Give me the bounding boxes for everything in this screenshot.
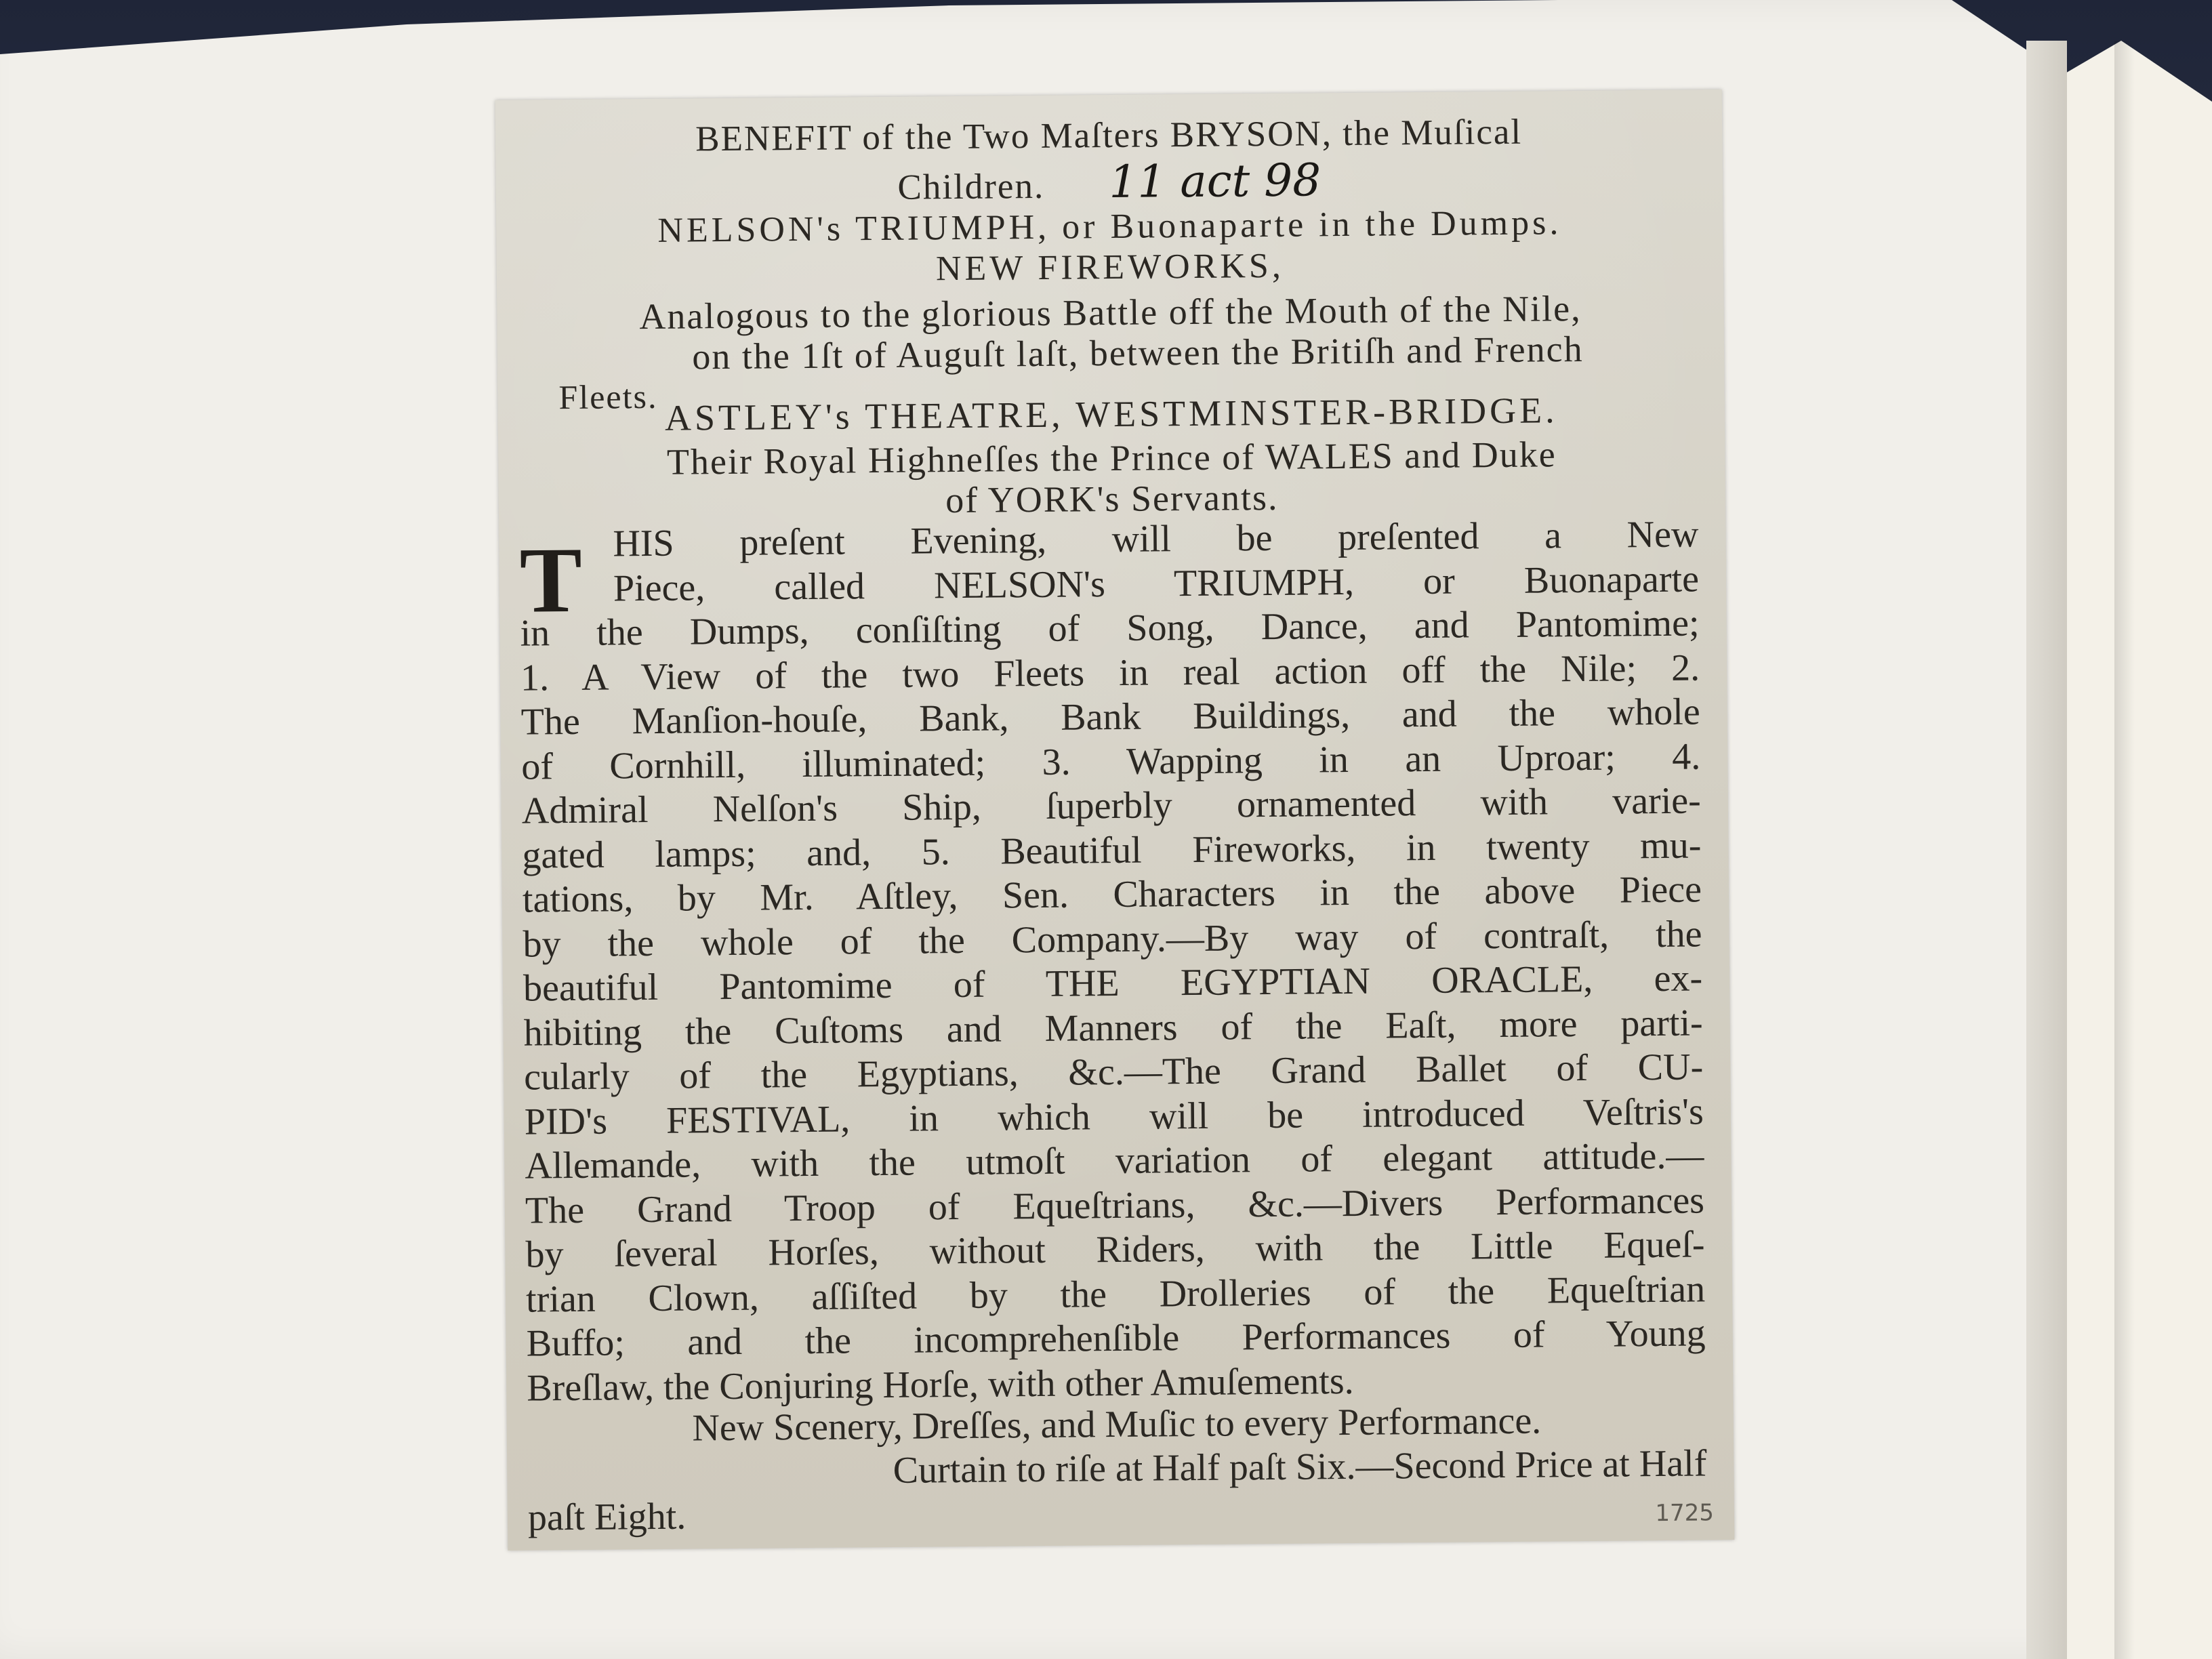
body-line: Buffo; and the incomprehenſible Performances of Young: [526, 1312, 1706, 1365]
page-edge: [2026, 41, 2067, 1659]
scenery-notice: New Scenery, Dreſſes, and Muſic to every Performance.: [692, 1399, 1542, 1450]
royal-patronage-line-1: Their Royal Highneſſes the Prince of WALES and Duke: [666, 434, 1557, 483]
body-line: gated lamps; and, 5. Beautiful Fireworks, in twenty mu-: [522, 823, 1702, 877]
archive-number: 1725: [1655, 1499, 1715, 1528]
children-heading: Children.: [897, 166, 1045, 207]
body-line: hibiting the Cuſtoms and Manners of the Eaſt, more parti-: [523, 1001, 1703, 1054]
page-fold-shadow: [2114, 41, 2135, 1659]
analogous-line-2: on the 1ſt of Auguſt laſt, between the Britiſh and French: [692, 328, 1584, 377]
newspaper-clipping: [495, 89, 1735, 1551]
body-line: trian Clown, aſſiſted by the Drolleries of the Equeſtrian: [525, 1267, 1706, 1321]
body-line: of Cornhill, illuminated; 3. Wapping in an Uproar; 4.: [521, 735, 1701, 788]
body-line: The Manſion-houſe, Bank, Bank Buildings, and the whole: [520, 691, 1700, 743]
body-line: by the whole of the Company.—By way of contraſt, the: [523, 912, 1702, 966]
nelson-triumph-heading: NELSON's TRIUMPH, or Buonaparte in the Dumps.: [657, 203, 1562, 250]
body-line: The Grand Troop of Equeſtrians, &c.—Divers Performances: [525, 1179, 1705, 1232]
drop-cap-letter: T: [519, 527, 583, 632]
benefit-heading: BENEFIT of the Two Maſters BRYSON, the Muſical: [695, 112, 1523, 159]
body-line: by ſeveral Horſes, without Riders, with the Little Equeſ-: [525, 1223, 1705, 1276]
body-line: Piece, called NELSON's TRIUMPH, or Buonaparte: [613, 557, 1700, 609]
handwritten-date-note: 11 act 98: [1109, 154, 1322, 209]
astley-theatre-heading: ASTLEY's THEATRE, WESTMINSTER-BRIDGE.: [664, 390, 1558, 438]
body-line: Breſlaw, the Conjuring Horſe, with other Amuſements.: [527, 1359, 1354, 1410]
royal-patronage-line-2: of YORK's Servants.: [945, 476, 1279, 521]
body-line: HIS preſent Evening, will be preſented a New: [613, 513, 1699, 565]
body-line: in the Dumps, conſiſting of Song, Dance, and Pantomime;: [520, 602, 1700, 655]
body-line: 1. A View of the two Fleets in real action off the Nile; 2.: [520, 646, 1700, 699]
body-line: Allemande, with the utmoſt variation of elegant attitude.—: [525, 1134, 1704, 1187]
body-line: beautiful Pantomime of THE EGYPTIAN ORACLE, ex-: [523, 957, 1703, 1010]
curtain-notice-line-2: paſt Eight.: [527, 1495, 687, 1539]
body-line: PID's FESTIVAL, in which will be introduced Veſtris's: [524, 1090, 1704, 1143]
analogous-line-3: Fleets.: [558, 377, 658, 417]
new-fireworks-heading: NEW FIREWORKS,: [935, 246, 1285, 289]
curtain-notice-line-1: Curtain to riſe at Half paſt Six.—Second Price at Half: [893, 1442, 1707, 1492]
body-line: tations, by Mr. Aſtley, Sen. Characters in the above Piece: [522, 868, 1702, 921]
advertisement-body: [519, 512, 1706, 1410]
body-line: Admiral Nelſon's Ship, ſuperbly ornamented with varie-: [521, 779, 1702, 832]
body-line: cularly of the Egyptians, &c.—The Grand Ballet of CU-: [524, 1046, 1704, 1099]
analogous-line-1: Analogous to the glorious Battle off the Mouth of the Nile,: [639, 287, 1582, 337]
